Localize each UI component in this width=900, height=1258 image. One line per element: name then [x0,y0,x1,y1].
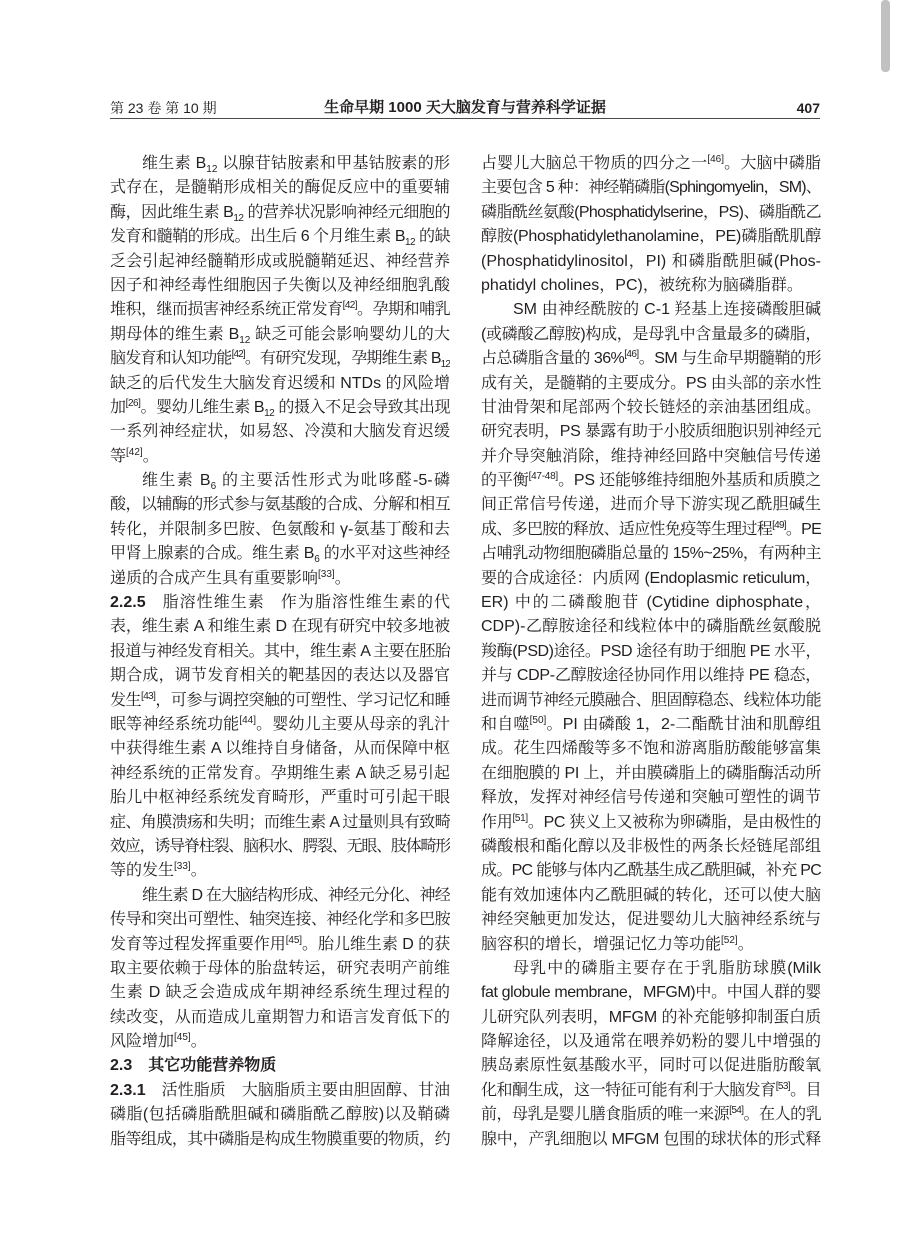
text-line: 式存在，是髓鞘形成相关的酶促反应中的重要辅 [110,179,450,197]
text-run: 。在人的乳 [743,1106,821,1124]
text-line [481,1079,821,1103]
text-run: 的水平对这些神经 [319,545,450,563]
text-line: 神经突触更加发达，促进婴幼儿大脑神经系统与 [481,911,821,929]
text-line [110,445,450,469]
citation-superscript: [42] [126,446,143,458]
text-line [110,152,450,176]
citation-superscript: [45] [285,934,302,946]
text-line [481,933,821,957]
text-run: 。PC 狭义上又被称为卵磷脂，是由极性的 [527,813,821,831]
text-line: 因子和神经毒性细胞因子失衡以及神经细胞乳酸 [110,276,450,294]
text-run: 维生素 B [142,155,207,172]
section-heading [110,1054,450,1078]
citation-superscript: [47-48] [528,471,558,483]
subsection-title: 脂溶性维生素 [161,594,265,612]
text-line: 酸，以辅酶的形式参与氨基酸的合成、分解和相互 [110,496,450,514]
citation-superscript: [46] [707,154,724,165]
subscript: 12 [264,407,275,419]
text-run: 。PS 还能够维持细胞外基质和质膜之 [557,472,821,490]
text-run: ，可参与调控突触的可塑性、学习记忆和睡 [155,691,450,709]
paragraph [481,957,821,1152]
paragraph [110,469,450,591]
text-run: 以腺苷钴胺素和甲基钴胺素的形 [217,155,450,172]
section-number: 2.3 [110,1057,133,1075]
text-run: 递质的合成产生具有重要影响 [110,569,319,587]
text-line [110,201,450,225]
text-run: 风险增加 [110,1033,175,1051]
text-run: 发育等过程发挥重要作用 [110,935,286,953]
text-run: 的摄入不足会导致其出现 [274,398,450,416]
text-run: 。孕期和哺乳 [356,301,450,319]
text-line: 进而调节神经元膜融合、胆固醇稳态、线粒体功能 [481,691,821,709]
subscript: 12 [239,334,251,346]
text-line: 降解途径，以及通常在喂养奶粉的婴儿中增强的 [481,1033,821,1051]
text-run: 堆积，继而损害神经系统正常发育 [110,301,343,319]
citation-superscript: [26] [125,397,141,409]
text-run: 发育和髓鞘的形成。出生后 6 个月维生素 B [110,228,405,246]
citation-superscript: [33] [318,568,335,580]
citation-superscript: [46] [624,349,639,361]
text-line: (或磷酸乙醇胺)构成，是母乳中含量最多的磷脂， [481,325,821,343]
text-line [481,713,821,737]
text-line [110,1030,450,1054]
section-number: 2.2.5 [110,594,146,612]
citation-superscript: [43] [141,690,156,702]
text-line: 磷脂酰丝氨酸(Phosphatidylserine，PS)、磷脂酰乙 [481,203,821,221]
text-run: 。 [334,569,351,587]
text-line: 并与 CDP-乙醇胺途径协同作用以维持 PE 稳态， [481,667,821,685]
text-line: 中获得维生素 A 以维持自身储备，从而保障中枢 [110,740,450,758]
subsection-title: 活性脂质 [161,1081,226,1099]
text-line: 磷脂(包括磷脂酰胆碱和磷脂酰乙醇胺)以及鞘磷 [110,1106,450,1124]
text-line: 成。PC 能够与体内乙酰基生成乙酰胆碱，补充 PC [481,862,821,880]
text-line: 续改变，从而造成儿童期智力和语言发育低下的 [110,1008,450,1026]
text-run: 期母体的维生素 B [110,325,240,343]
text-run: 加 [110,398,126,416]
text-run: 。 [190,862,207,880]
text-line [110,298,450,322]
text-run: 。婴幼儿维生素 B [140,398,265,416]
citation-superscript: [33] [174,861,191,873]
text-run: 。PE [785,520,821,538]
text-line [481,347,821,371]
paragraph [110,152,450,469]
text-line [110,1054,450,1078]
text-line [481,811,821,835]
text-line: 释放，发挥对神经信号传递和突触可塑性的调节 [481,789,821,807]
text-line: 乏会引起神经髓鞘形成或脱髓鞘延迟、神经营养 [110,252,450,270]
scrollbar-thumb[interactable] [881,0,890,72]
text-line: 在细胞膜的 PI 上，并由膜磷脂上的磷脂酶活动所 [481,764,821,782]
text-line: 甘油骨架和尾部两个较长链烃的亲油基团组成。 [481,398,821,416]
text-run: 眠等神经系统功能 [110,715,240,733]
text-line: 并介导突触消除，维持神经回路中突触信号传递 [481,447,821,465]
text-run: 的营养状况影响神经元细胞的 [243,203,450,221]
text-line: phatidyl cholines，PC)，被统称为脑磷脂群。 [481,276,803,294]
text-line: 症、角膜溃疡和失明；而维生素 A 过量则具有致畸 [110,813,450,831]
text-run: 。胎儿维生素 D 的获 [301,935,450,953]
text-run: 脑发育和认知功能 [110,350,232,368]
text-line: 磷酸根和酯化醇以及非极性的两条长烃链尾部组 [481,837,821,855]
text-line: 表，维生素 A 和维生素 D 在现有研究中较多地被 [110,618,450,636]
text-line: 期合成，调节发育相关的靶基因的表达以及器官 [110,667,450,685]
right-column [481,152,821,1152]
text-line [481,518,821,542]
text-line [481,469,821,493]
text-run: 成、多巴胺的释放、适应性免疫等生理过程 [481,520,773,538]
text-line: CDP)-乙醇胺途径和线粒体中的磷脂酰丝氨酸脱 [481,618,821,636]
page-number: 407 [796,100,820,116]
issue-label: 第 23 卷 第 10 期 [110,100,217,116]
text-run: 甲肾上腺素的合成。维生素 B [110,545,315,563]
text-line [481,1103,821,1127]
text-run: 的缺 [415,228,450,246]
text-run: 占婴儿大脑总干物质的四分之一 [481,155,708,172]
subscript: 12 [440,359,450,371]
subscript: 6 [314,554,320,566]
text-run: 化和酮生成，这一特征可能有利于大脑发育 [481,1081,776,1099]
text-line: 要的合成途径：内质网 (Endoplasmic reticulum， [481,569,821,587]
text-line: 成有关，是髓鞘的主要成分。PS 由头部的亲水性 [481,374,821,392]
paragraph [110,884,450,1055]
text-line: 缺乏的后代发生大脑发育迟缓和 NTDs 的风险增 [110,374,450,392]
text-line: 生素 D 缺乏会造成成年期神经系统生理过程的 [110,984,450,1002]
text-line: 一系列神经症状，如易怒、冷漠和大脑发育迟缓 [110,423,450,441]
text-line: 效应，诱导脊柱裂、脑积水、腭裂、无眼、肢体畸形 [110,837,450,855]
text-line: 占哺乳动物细胞磷脂总量的 15%~25%，有两种主 [481,545,821,563]
citation-superscript: [52] [721,934,738,946]
text-run: 脑容积的增长，增强记忆力等功能 [481,935,722,953]
citation-superscript: [51] [512,812,528,824]
text-line [110,591,450,615]
text-run: 。目 [789,1081,821,1099]
text-run: 。大脑中磷脂 [724,155,821,172]
text-run: 酶，因此维生素 B [110,203,234,221]
citation-superscript: [45] [174,1032,191,1044]
text-line [110,713,450,737]
section-number: 2.3.1 [110,1081,146,1099]
text-line: (Phosphatidylinositol，PI) 和磷脂酰胆碱(Phos- [481,252,821,270]
text-line [110,469,450,493]
text-run: 维生素 B [142,472,211,490]
text-line: ER) 中的二磷酸胞苷 (Cytidine diphosphate， [481,594,821,612]
text-run: 的主要活性形式为吡哆醛-5-磷 [216,472,450,490]
text-run: 占总磷脂含量的 36% [481,350,625,368]
text-line: 转化，并限制多巴胺、色氨酸和 γ-氨基丁酸和去 [110,520,450,538]
text-line: 儿研究队列表明，MFGM 的补充能够抑制蛋白质 [481,1008,821,1026]
text-line: 主要包含 5 种：神经鞘磷脂(Sphingomyelin，SM)、 [481,179,821,197]
left-column [110,152,450,1152]
paragraph [110,1079,450,1152]
text-line [110,347,450,371]
text-run: 前，母乳是婴儿膳食脂质的唯一来源 [481,1106,730,1124]
text-run: 作为脂溶性维生素的代 [280,594,450,612]
subscript: 12 [233,212,244,224]
running-title: 生命早期 1000 天大脑发育与营养科学证据 [324,99,606,116]
text-run: 。 [190,1033,207,1051]
citation-superscript: [54] [729,1105,744,1117]
text-line [110,859,450,883]
text-line: 腺中，产乳细胞以 MFGM 包围的球状体的形式释 [481,1130,821,1148]
text-run: 。PI 由磷酸 1，2-二酯酰甘油和肌醇组 [546,715,821,733]
text-line: 维生素 D 在大脑结构形成、神经元分化、神经 [142,886,450,904]
text-run: 和自噬 [481,715,530,733]
text-line: 脂等组成，其中磷脂是构成生物膜重要的物质，约 [110,1130,450,1148]
text-line [110,1079,450,1103]
text-line: fat globule membrane，MFGM)中。中国人群的婴 [481,984,821,1002]
text-run: 。 [142,447,159,465]
text-run: 大脑脂质主要由胆固醇、甘油 [241,1081,450,1099]
citation-superscript: [53] [775,1080,790,1092]
citation-superscript: [42] [342,300,357,312]
text-line [110,933,450,957]
citation-superscript: [44] [239,714,257,726]
text-line: 羧酶(PSD)途径。PSD 途径有助于细胞 PE 水平， [481,642,821,660]
text-run: 。SM 与生命早期髓鞘的形 [638,350,821,368]
paragraph [481,298,821,957]
text-run: 作用 [481,813,513,831]
text-line: SM 由神经酰胺的 C-1 羟基上连接磷酸胆碱 [513,301,821,319]
text-run: 等的发生 [110,862,175,880]
text-line: 神经系统的正常发育。孕期维生素 A 缺乏易引起 [110,764,450,782]
text-line [110,323,450,347]
text-line: 报道与神经发育相关。其中，维生素 A 主要在胚胎 [110,642,450,660]
subscript: 12 [206,164,218,175]
text-line [110,567,450,591]
subscript: 6 [210,481,217,493]
text-line [110,225,450,249]
text-line: 取主要依赖于母体的胎盘转运，研究表明产前维 [110,959,450,977]
paragraph [481,152,821,298]
text-line: 成。花生四烯酸等多不饱和游离脂肪酸能够富集 [481,740,821,758]
header-rule [110,118,820,119]
text-line: 能有效加速体内乙酰胆碱的转化，还可以使大脑 [481,886,821,904]
text-line: 间正常信号传递，进而介导下游实现乙酰胆碱生 [481,496,821,514]
text-line [481,152,821,176]
text-line: 胰岛素原性氨基酸水平，同时可以促进脂肪酸氧 [481,1057,821,1075]
citation-superscript: [42] [231,349,245,361]
text-line: 研究表明，PS 暴露有助于小胶质细胞识别神经元 [481,423,821,441]
text-run: 。 [737,935,754,953]
text-run: 等 [110,447,127,465]
text-line: 母乳中的磷脂主要存在于乳脂肪球膜(Milk [513,959,821,977]
text-line [110,689,450,713]
text-line [110,542,450,566]
text-line: 传导和突出可塑性、轴突连接、神经化学和多巴胺 [110,911,450,929]
text-line: 胎儿中枢神经系统发育畸形，严重时可引起干眼 [110,789,450,807]
text-run: 的平衡 [481,472,529,490]
text-line: 醇胺(Phosphatidylethanolamine，PE)磷脂酰肌醇 [481,228,821,246]
text-run: 。婴幼儿主要从母亲的乳汁 [256,715,450,733]
subscript: 12 [404,237,415,249]
section-title: 其它功能营养物质 [148,1057,277,1075]
citation-superscript: [50] [529,714,547,726]
paragraph [110,591,450,884]
text-line [110,396,450,420]
text-run: 发生 [110,691,142,709]
text-run: 缺乏可能会影响婴幼儿的大 [250,325,450,343]
text-run: 。有研究发现，孕期维生素 B [244,350,441,368]
citation-superscript: [49] [772,519,786,531]
